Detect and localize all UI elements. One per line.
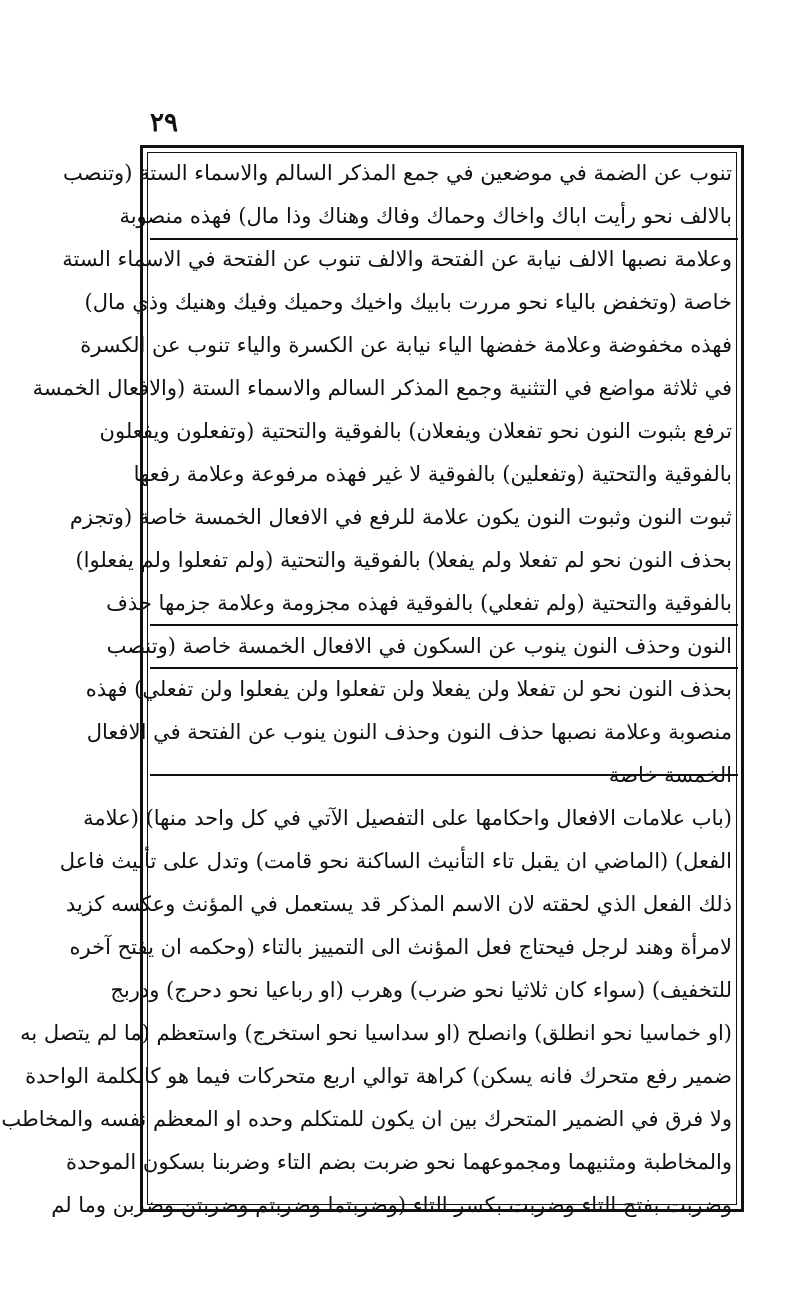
text-line: ضمير رفع متحرك فانه يسكن) كراهة توالي اربع متحركات فيما هو كالكلمة الواحدة: [25, 1064, 732, 1088]
section-heading-line: (باب علامات الافعال واحكامها على التفصيل الآتي في كل واحد منها) (علامة: [83, 806, 732, 830]
text-line: بحذف النون نحو لن تفعلا ولن يفعلا ولن تفعلوا ولن يفعلوا ولن تفعلي) فهذه: [85, 677, 732, 701]
text-line: الفعل) (الماضي ان يقبل تاء التأنيث الساكنة نحو قامت) وتدل على تأنيث فاعل: [59, 849, 732, 873]
text-line: بالفوقية والتحتية (ولم تفعلي) بالفوقية فهذه مجزومة وعلامة جزمها حذف: [106, 591, 732, 615]
text-line: بحذف النون نحو لم تفعلا ولم يفعلا) بالفوقية والتحتية (ولم تفعلوا ولم يفعلوا): [75, 548, 732, 572]
text-line: ولا فرق في الضمير المتحرك بين ان يكون للمتكلم وحده او المعظم نفسه والمخاطب: [1, 1107, 732, 1131]
text-line: بالالف نحو رأيت اباك واخاك وحماك وفاك وهناك وذا مال) فهذه منصوبة: [119, 204, 732, 228]
text-line: الخمسة خاصة: [608, 763, 732, 787]
text-line: فهذه مخفوضة وعلامة خفضها الياء نيابة عن الكسرة والياء تنوب عن الكسرة: [80, 333, 732, 357]
text-line: وضربت بفتح التاء وضربت بكسر التاء (وضربتما وضربتم وضربتن وضربن وما لم: [51, 1193, 732, 1217]
text-line: للتخفيف) (سواء كان ثلاثيا نحو ضرب) وهرب (او رباعيا نحو دحرج) ودربج: [110, 978, 732, 1002]
page-number: ٢٩: [150, 108, 178, 138]
text-line: لامرأة وهند لرجل فيحتاج فعل المؤنث الى التمييز بالتاء (وحكمه ان يفتح آخره: [69, 935, 732, 959]
text-line: بالفوقية والتحتية (وتفعلين) بالفوقية لا غير فهذه مرفوعة وعلامة رفعها: [133, 462, 732, 486]
text-line: والمخاطبة ومثنيهما ومجموعهما نحو ضربت بضم التاء وضربنا بسكون الموحدة: [66, 1150, 732, 1174]
text-body: [1, 152, 738, 1227]
text-line: النون وحذف النون ينوب عن السكون في الافعال الخمسة خاصة (وتنصب: [106, 634, 732, 658]
text-line: خاصة (وتخفض بالياء نحو مررت بابيك واخيك وحميك وفيك وهنيك وذي مال): [84, 290, 732, 314]
text-line: ترفع بثبوت النون نحو تفعلان ويفعلان) بالفوقية والتحتية (وتفعلون ويفعلون: [99, 419, 732, 443]
text-line: في ثلاثة مواضع في التثنية وجمع المذكر السالم والاسماء الستة (والافعال الخمسة: [32, 376, 732, 400]
text-line: وعلامة نصبها الالف نيابة عن الفتحة والالف تنوب عن الفتحة في الاسماء الستة: [62, 247, 732, 271]
text-line: منصوبة وعلامة نصبها حذف النون وحذف النون ينوب عن الفتحة في الافعال: [86, 720, 732, 744]
text-line: (او خماسيا نحو انطلق) وانصلح (او سداسيا نحو استخرج) واستعظم (ما لم يتصل به: [20, 1021, 732, 1045]
text-line: ثبوت النون وثبوت النون يكون علامة للرفع في الافعال الخمسة خاصة (وتجزم: [69, 505, 732, 529]
text-line: تنوب عن الضمة في موضعين في جمع المذكر السالم والاسماء الستة (وتنصب: [63, 161, 732, 185]
text-line: ذلك الفعل الذي لحقته لان الاسم المذكر قد يستعمل في المؤنث وعكسه كزيد: [65, 892, 732, 916]
